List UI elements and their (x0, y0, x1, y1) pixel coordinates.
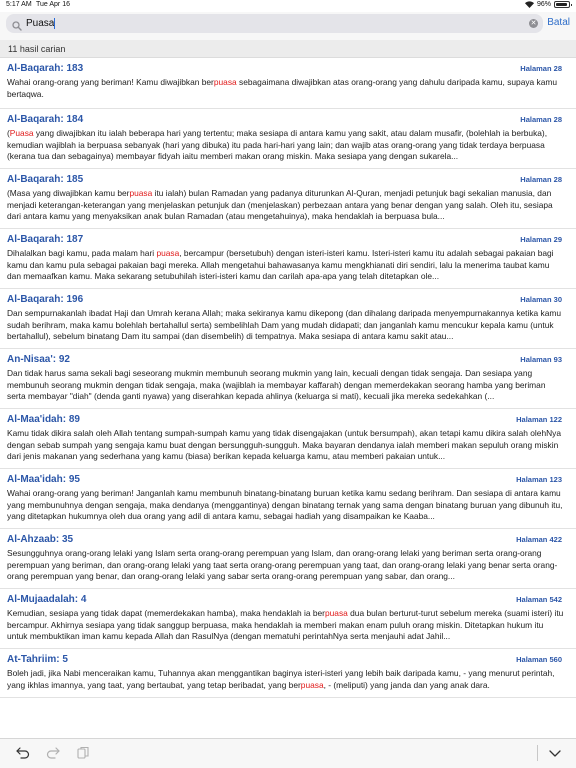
result-item[interactable] (0, 529, 576, 589)
result-snippet: Boleh jadi, jika Nabi menceraikan kamu, Tuhannya akan menggantikan baginya isteri-isteri yang lebih baik daripada kamu, - yang menurut perintah, yang ikhlas imannya, yang taat, yang bertaubat, yang tetap beribadat, yang berpuasa, - (meliputi) yang janda dan yang anak dara. (7, 668, 555, 690)
results-count: 11 hasil carian (8, 44, 66, 54)
result-item[interactable] (0, 109, 576, 169)
result-title: Al-Ahzaab: 35 (7, 534, 74, 545)
result-page: Halaman 28 (520, 64, 562, 73)
result-snippet: Sesungguhnya orang-orang lelaki yang Islam serta orang-orang perempuan yang Islam, dan orang-orang lelaki yang beriman serta orang-orang perempuan yang beriman, dan orang-orang lelaki yang taat serta orang-orang perempuan yang taat, dan orang-orang lelaki yang benar serta orang-orang perempuan yang benar, dan orang-orang lelaki yang sabar serta orang-orang perempuan yang sabar, dan orang... (7, 548, 558, 581)
result-title: An-Nisaa': 92 (7, 354, 70, 365)
result-item[interactable] (0, 289, 576, 349)
result-page: Halaman 28 (520, 115, 562, 124)
result-page: Halaman 29 (520, 235, 562, 244)
result-page: Halaman 123 (516, 475, 562, 484)
bottom-toolbar (0, 738, 576, 768)
toolbar-divider (537, 745, 538, 761)
status-time: 5:17 AM (6, 1, 32, 8)
result-item[interactable] (0, 349, 576, 409)
search-highlight: Puasa (9, 128, 34, 138)
result-snippet: Dihalalkan bagi kamu, pada malam hari puasa, bercampur (bersetubuh) dengan isteri-isteri kamu. Isteri-isteri kamu itu adalah sebagai pakaian bagi kamu dan kamu pula sebagai pakaian bagi mereka. Allah mengetahui bahawasanya kamu mengkhianati diri sendiri, lalu la menerima taubat kamu dan memaafkan kamu. Maka sekarang setubuhilah isteri-isteri kamu dan carilah apa-apa yang telah ditetapkan ole... (7, 248, 554, 281)
clear-icon[interactable]: ✕ (530, 20, 537, 27)
result-title: Al-Baqarah: 196 (7, 294, 84, 305)
result-title: Al-Baqarah: 183 (7, 63, 84, 74)
search-input[interactable] (26, 16, 506, 31)
search-highlight: puasa (300, 679, 324, 690)
result-page: Halaman 93 (520, 355, 562, 364)
search-highlight: puasa (129, 188, 153, 198)
copy-icon[interactable] (77, 746, 89, 764)
cancel-button[interactable]: Batal (547, 17, 570, 28)
result-snippet: Dan tidak harus sama sekali bagi seseorang mukmin membunuh seorang mukmin yang lain, kecuali dengan tidak sengaja. Dan sesiapa yang membunuh seorang mukmin dengan tidak sengaja, maka (wajiblah ia membayar kaffarah) dengan memerdekakan seorang hamba yang beriman serta membayar "diah" (denda ganti nyawa) yang diserahkan kepada ahlinya (keluarga si mati), kecuali jika mereka sedekahkan (... (7, 368, 546, 401)
status-date: Tue Apr 16 (36, 1, 70, 8)
result-item[interactable] (0, 409, 576, 469)
result-title: Al-Maa'idah: 95 (7, 474, 80, 485)
battery-icon (554, 1, 570, 8)
status-bar (0, 0, 576, 12)
result-snippet: Wahai orang-orang yang beriman! Janganlah kamu membunuh binatang-binatang buruan ketika kamu sedang berihram. Dan sesiapa di antara kamu yang membunuhnya dengan sengaja, maka dendanya (menggantinya) dengan binatang ternak yang sama dengan binatang buruan yang dibunuh itu, yang ditetapkan hukumnya oleh dua orang yang adil di antara kamu, sebagai hadiah yang disampaikan ke Kaaba... (7, 488, 563, 521)
result-item[interactable] (0, 169, 576, 229)
text-caret (54, 18, 55, 29)
search-header (0, 12, 576, 40)
battery-percent: 96% (536, 1, 551, 8)
result-snippet: (Puasa yang diwajibkan itu ialah beberapa hari yang tertentu; maka sesiapa di antara kamu yang sakit, atau dalam musafir, (bolehlah ia berbuka), kemudian wajiblah ia berpuasa sebanyak (hari yang dibuka) itu pada hari-hari yang lain; dan wajib atas orang-orang yang tidak terdaya berpuasa (kerana tua dan sebagainya) membayar fidyah iaitu memberi makan orang miskin. Maka sesiapa yang dengan sukarela... (7, 128, 548, 161)
chevron-down-icon[interactable] (548, 746, 562, 764)
result-title: At-Tahriim: 5 (7, 654, 68, 665)
status-right (525, 1, 570, 8)
result-page: Halaman 30 (520, 295, 562, 304)
result-title: Al-Baqarah: 187 (7, 234, 84, 245)
result-page: Halaman 560 (516, 655, 562, 664)
result-title: Al-Baqarah: 184 (7, 114, 84, 125)
result-page: Halaman 542 (516, 595, 562, 604)
result-snippet: Wahai orang-orang yang beriman! Kamu diwajibkan berpuasa sebagaimana diwajibkan atas orang-orang yang dahulu daripada kamu, supaya kamu bertaqwa. (7, 77, 558, 99)
result-item[interactable] (0, 649, 576, 698)
wifi-icon (525, 1, 534, 8)
result-title: Al-Baqarah: 185 (7, 174, 84, 185)
search-box[interactable] (6, 14, 543, 33)
result-item[interactable] (0, 58, 576, 109)
result-snippet: Dan sempurnakanlah ibadat Haji dan Umrah kerana Allah; maka sekiranya kamu dikepong (dan dihalang daripada menyempurnakannya ketika kamu sudah berihram, maka kamu bolehlah bertahallul serta) sembelihlah Dam yang mudah didapati; dan janganlah kamu mencukur kepala kamu (untuk bertahallul), sebelum binatang Dam itu sampai (dan disembelih) di tempatnya. Maka sesiapa di antara kamu sakit atau... (7, 308, 562, 341)
search-highlight: puasa (324, 608, 348, 618)
result-snippet: Kamu tidak dikira salah oleh Allah tentang sumpah-sumpah kamu yang tidak disengajakan (untuk bersumpah), akan tetapi kamu dikira salah olehNya dengan sebab sumpah yang sengaja kamu buat dengan bersungguh-sungguh. Maka bayaran dendanya ialah memberi makan sepuluh orang miskin dari jenis makanan yang sederhana yang kamu (biasa) berikan kepada keluarga kamu, atau memberi pakaian untuk... (7, 428, 562, 461)
result-snippet: (Masa yang diwajibkan kamu berpuasa itu ialah) bulan Ramadan yang padanya diturunkan Al-Quran, menjadi petunjuk bagi sekalian manusia, dan menjadi keterangan-keterangan yang menjelaskan petunjuk dan (menjelaskan) perbezaan antara yang benar dengan yang salah. Oleh itu, sesiapa dari antara kamu yang menyaksikan anak bulan Ramadan (atau mengetahuinya), maka hendaklah ia berpuasa bula... (7, 188, 553, 221)
search-highlight: puasa (213, 77, 237, 87)
results-count-bar (0, 40, 576, 58)
result-item[interactable] (0, 469, 576, 529)
result-title: Al-Maa'idah: 89 (7, 414, 80, 425)
undo-icon[interactable] (16, 746, 30, 764)
result-item[interactable] (0, 589, 576, 649)
result-page: Halaman 122 (516, 415, 562, 424)
result-page: Halaman 28 (520, 175, 562, 184)
result-item[interactable] (0, 229, 576, 289)
result-page: Halaman 422 (516, 535, 562, 544)
result-snippet: Kemudian, sesiapa yang tidak dapat (memerdekakan hamba), maka hendaklah ia berpuasa dua bulan berturut-turut sebelum mereka (suami isteri) itu bercampur. Akhirnya sesiapa yang tidak sanggup berpuasa, maka hendaklah ia memberi makan enam puluh orang miskin. Ditetapkan hukum itu untuk membuktikan iman kamu kepada Allah dan RasulNya (dengan mematuhi perintahNya serta menjauhi adat Jahil... (7, 608, 564, 641)
result-title: Al-Mujaadalah: 4 (7, 594, 87, 605)
redo-icon[interactable] (46, 746, 60, 764)
search-icon (12, 18, 22, 36)
search-highlight: puasa (156, 248, 180, 258)
